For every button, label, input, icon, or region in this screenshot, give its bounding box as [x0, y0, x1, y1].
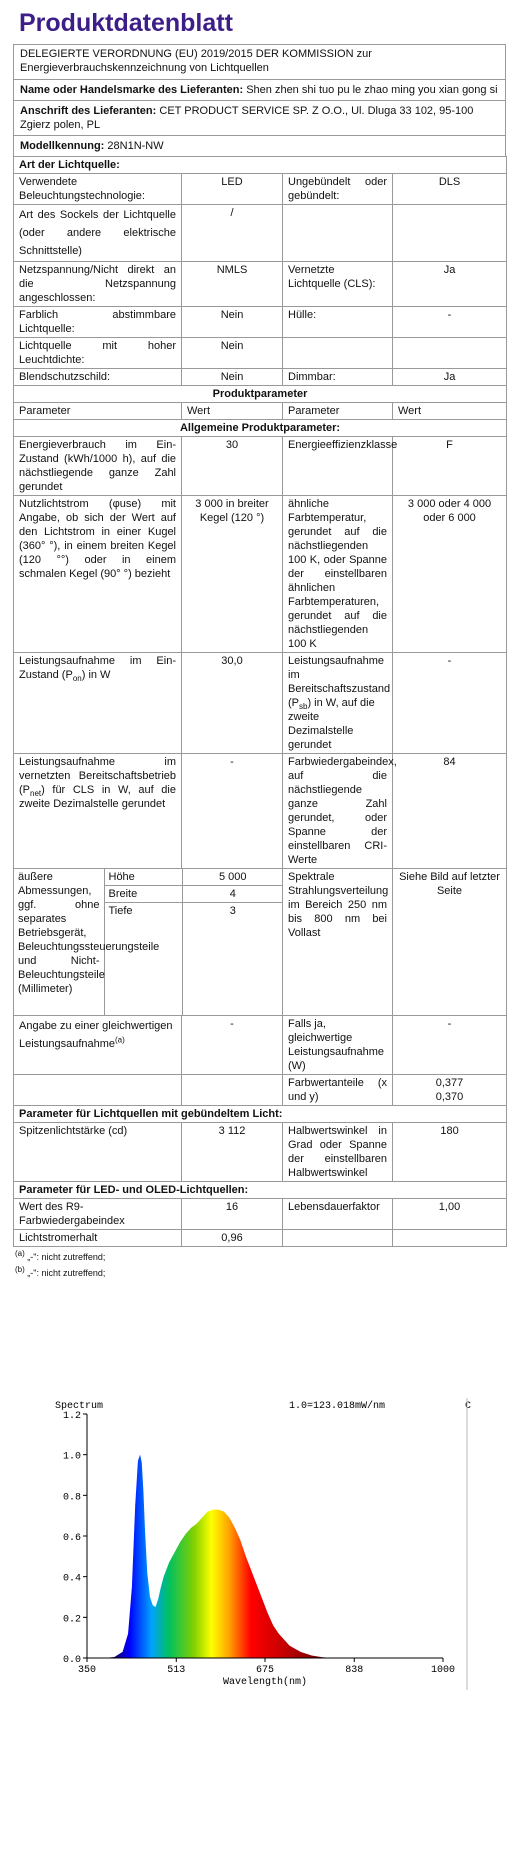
row-label: Art des Sockels der Lichtquelle (oder andere elektrische Schnittstelle) — [14, 205, 182, 262]
col-header-value: Wert — [393, 403, 507, 420]
row-label: Halbwertswinkel in Grad oder Spanne der einstellbaren Halbwertswinkel — [283, 1123, 393, 1182]
table-row — [14, 653, 507, 754]
dimension-value: 4 — [182, 886, 283, 903]
chart-title: Spectrum — [55, 1401, 104, 1412]
table-row — [14, 338, 507, 369]
table-row — [14, 1199, 507, 1230]
col-header-value: Wert — [182, 403, 283, 420]
address-value: CET PRODUCT SERVICE SP. Z O.O., Ul. Dluga 33 102, 95-100 Zgierz polen, PL — [20, 105, 474, 131]
row-value: Siehe Bild auf letzter Seite — [393, 869, 507, 1016]
row-value: 3 000 oder 4 000 oder 6 000 — [393, 496, 507, 653]
row-value: F — [393, 437, 507, 496]
chromaticity-x: 0,377 — [435, 1077, 464, 1089]
y-tick-label: 0.4 — [62, 1573, 81, 1585]
table-row — [14, 437, 507, 496]
row-value — [393, 1075, 507, 1106]
dimension-value: 5 000 — [182, 869, 283, 886]
dimension-name: Höhe — [104, 869, 182, 886]
row-label: Farbwiedergabeindex, auf die nächstliegende ganze Zahl gerundet, oder Spanne der einstellbaren CRI-Werte — [283, 754, 393, 869]
row-label: Falls ja, gleichwertige Leistungsaufnahme (W) — [283, 1016, 393, 1075]
row-value — [393, 205, 507, 262]
row-label: Vernetzte Lichtquelle (CLS): — [283, 262, 393, 307]
row-value — [393, 338, 507, 369]
row-label: Lichtstromerhalt — [14, 1230, 182, 1247]
row-value: NMLS — [182, 262, 283, 307]
y-tick-label: 0.0 — [62, 1655, 81, 1666]
x-tick-label: 675 — [255, 1665, 275, 1676]
row-value: - — [182, 1016, 283, 1075]
dimension-value: 3 — [182, 903, 283, 920]
chart-corner-label: C — [465, 1401, 471, 1412]
dimension-name: Tiefe — [108, 905, 133, 917]
model-row — [13, 135, 506, 156]
table-row — [14, 1230, 507, 1247]
row-label: Dimmbar: — [283, 369, 393, 386]
table-row — [14, 262, 507, 307]
y-tick-label: 0.8 — [62, 1492, 81, 1504]
spec-table — [13, 156, 507, 1247]
row-label: Spektrale Strahlungsverteilung im Bereich 250 nm bis 800 nm bei Vollast — [283, 869, 393, 1016]
table-row — [14, 369, 507, 386]
row-label: Nutzlichtstrom (φuse) mit Angabe, ob sich der Wert auf den Lichtstrom in einer Kugel (360° °), in einem breiten Kegel (120 °°) oder in einem schmalen Kegel (90° °) bezieht — [14, 496, 182, 653]
row-label: Verwendete Beleuchtungstechnologie: — [14, 174, 182, 205]
footnote-b: $^{(b)}$ „-": nicht zutreffend; — [15, 1265, 106, 1278]
supplier-value: Shen zhen shi tuo pu le zhao ming you xian gong si — [246, 84, 498, 96]
light-source-type-heading: Art der Lichtquelle: — [14, 157, 507, 174]
row-value: Nein — [182, 307, 283, 338]
col-header-parameter: Parameter — [283, 403, 393, 420]
row-value: Ja — [393, 369, 507, 386]
y-tick-label: 0.2 — [62, 1614, 81, 1626]
y-tick-label: 1.0 — [62, 1451, 81, 1463]
row-value: 1,00 — [393, 1199, 507, 1230]
x-axis-label: Wavelength(nm) — [222, 1677, 308, 1688]
row-label — [283, 205, 393, 262]
footnotes — [13, 1249, 506, 1281]
row-value: 180 — [393, 1123, 507, 1182]
row-label: Lichtquelle mit hoher Leuchtdichte: — [14, 338, 182, 369]
model-label: Modellkennung: — [20, 140, 105, 152]
x-tick-label: 350 — [77, 1665, 97, 1676]
row-value: 84 — [393, 754, 507, 869]
x-tick-label: 513 — [167, 1665, 186, 1676]
row-value: 0,96 — [182, 1230, 283, 1247]
row-value: 30,0 — [182, 653, 283, 754]
table-row — [14, 754, 507, 869]
dimension-name: Breite — [104, 886, 182, 903]
row-value: Nein — [182, 369, 283, 386]
chart-annotation: 1.0=123.018mW/nm — [289, 1401, 386, 1412]
row-value: 3 112 — [182, 1123, 283, 1182]
row-value: / — [182, 205, 283, 262]
row-label: Netzspannung/Nicht direkt an die Netzspannung angeschlossen: — [14, 262, 182, 307]
table-row — [14, 1123, 507, 1182]
row-label: Farbwertanteile (x und y) — [283, 1075, 393, 1106]
x-tick-label: 838 — [345, 1665, 364, 1676]
row-label: Leistungsaufnahme im Ein-Zustand $(P_{on})$ in W — [14, 653, 182, 754]
column-header-row — [14, 403, 507, 420]
y-tick-label: 0.6 — [62, 1533, 81, 1544]
row-value: - — [393, 307, 507, 338]
general-parameters-heading: Allgemeine Produktparameter: — [14, 420, 507, 437]
row-label: Energieverbrauch im Ein-Zustand (kWh/1000 h), auf die nächstliegende ganze Zahl gerundet — [14, 437, 182, 496]
table-row — [14, 496, 507, 653]
x-tick-label: 1000 — [430, 1665, 456, 1676]
table-row — [14, 205, 507, 262]
model-value: 28N1N-NW — [107, 140, 164, 152]
product-data-sheet — [13, 4, 506, 1281]
row-value: DLS — [393, 174, 507, 205]
table-row — [14, 307, 507, 338]
row-label: Farblich abstimmbare Lichtquelle: — [14, 307, 182, 338]
row-label: ähnliche Farbtemperatur, gerundet auf die nächstliegenden 100 K, oder Spanne der einstellbaren ähnlichen Farbtemperaturen, gerundet auf die nächstliegenden 100 K — [283, 496, 393, 653]
row-value: 3 000 in breiter Kegel (120 °) — [182, 496, 283, 653]
led-heading: Parameter für LED- und OLED-Lichtquellen: — [14, 1182, 507, 1199]
table-row — [14, 1016, 507, 1075]
row-label: Blendschutzschild: — [14, 369, 182, 386]
row-value: - — [182, 754, 283, 869]
row-label: Wert des R9-Farbwiedergabeindex — [14, 1199, 182, 1230]
product-parameters-heading: Produktparameter — [14, 386, 507, 403]
table-row — [14, 1075, 507, 1106]
supplier-label: Name oder Handelsmarke des Lieferanten: — [20, 84, 244, 96]
address-row — [13, 100, 506, 135]
row-value: Nein — [182, 338, 283, 369]
row-label: Leistungsaufnahme im vernetzten Bereitschaftsbetrieb $(P_{net})$ für CLS in W, auf die zweite Dezimalstelle gerundet — [14, 754, 182, 869]
address-label: Anschrift des Lieferanten: — [20, 105, 157, 117]
row-value: 30 — [182, 437, 283, 496]
row-value: - — [393, 653, 507, 754]
spectrum-chart — [53, 1398, 471, 1690]
table-row — [14, 174, 507, 205]
dimensions-table — [14, 869, 283, 1015]
row-label: Leistungsaufnahme im Bereitschaftszustand $(P_{sb})$ in W, auf die zweite Dezimalstelle gerundet — [283, 653, 393, 754]
dimensions-label: äußere Abmessungen, ggf. ohne separates Betriebsgerät, Beleuchtungssteuerungsteile und Nicht-Beleuchtungsteile (Millimeter) — [14, 869, 104, 1015]
footnote-a: $^{(a)}$ „-": nicht zutreffend; — [15, 1249, 106, 1262]
row-label — [283, 338, 393, 369]
row-value: Ja — [393, 262, 507, 307]
chromaticity-y: 0,370 — [435, 1091, 464, 1103]
row-label: Angabe zu einer gleichwertigen Leistungsaufnahme$^{(a)}$ — [14, 1016, 182, 1075]
row-value: LED — [182, 174, 283, 205]
row-label: Energieeffizienzklasse — [283, 437, 393, 496]
table-row — [14, 869, 507, 1016]
page-title: Produktdatenblatt — [19, 9, 233, 37]
row-value: - — [393, 1016, 507, 1075]
row-value: 16 — [182, 1199, 283, 1230]
row-label: Ungebündelt oder gebündelt: — [283, 174, 393, 205]
col-header-parameter: Parameter — [14, 403, 182, 420]
supplier-row — [13, 79, 506, 100]
dimensions-cell — [14, 869, 283, 1016]
directional-heading: Parameter für Lichtquellen mit gebündeltem Licht: — [14, 1106, 507, 1123]
row-label: Hülle: — [283, 307, 393, 338]
y-tick-label: 1.2 — [62, 1411, 81, 1422]
regulation-intro: DELEGIERTE VERORDNUNG (EU) 2019/2015 DER KOMMISSION zur Energieverbrauchskennzeichnung von Lichtquellen — [13, 44, 506, 79]
row-label: Spitzenlichtstärke (cd) — [14, 1123, 182, 1182]
row-label: Lebensdauerfaktor — [283, 1199, 393, 1230]
